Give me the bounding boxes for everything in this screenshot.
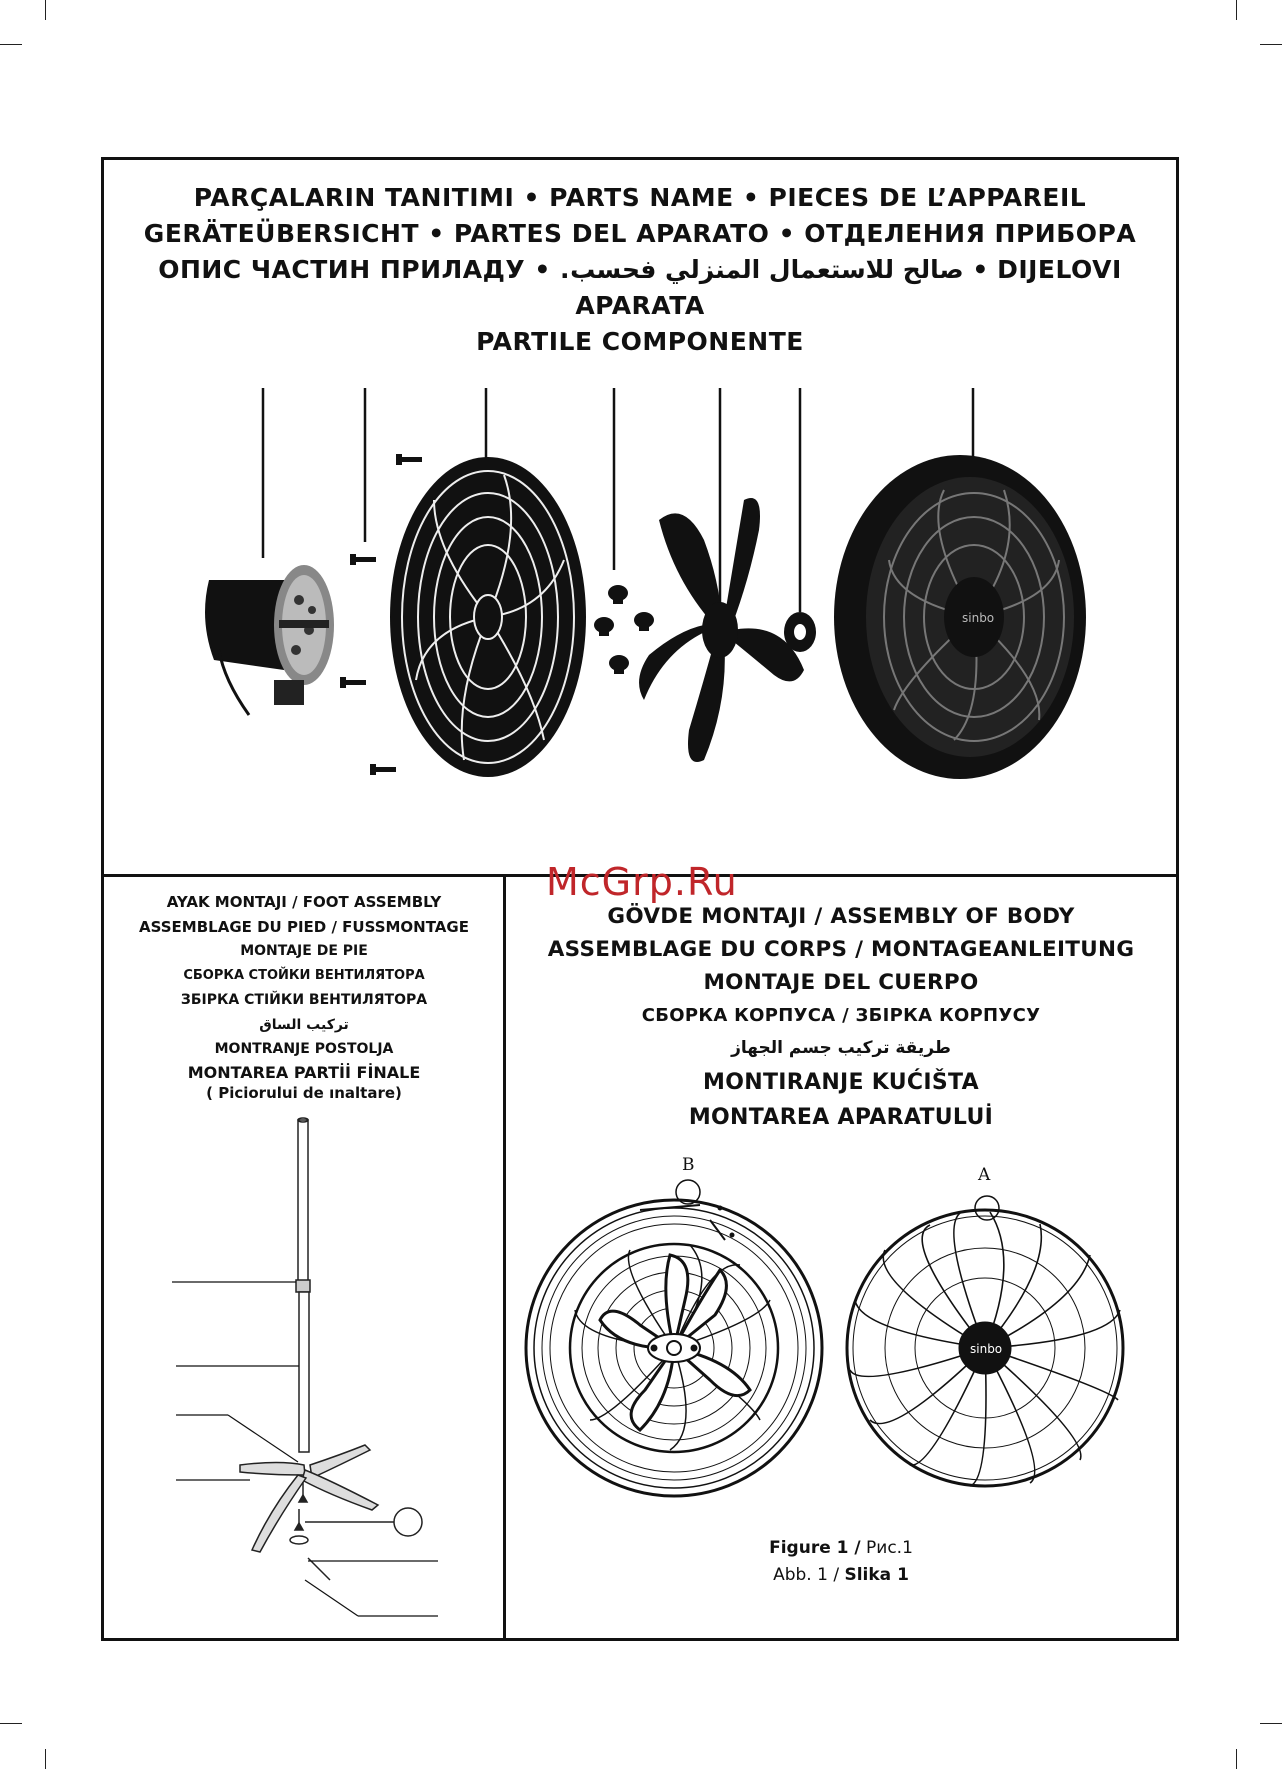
fan-blade (639, 498, 804, 762)
caption-figure: Figure 1 / (769, 1538, 861, 1558)
crop-mark (45, 1749, 46, 1769)
caption-abb: Abb. 1 / (773, 1565, 840, 1585)
drawing-brand: sinbo (970, 1342, 1003, 1356)
heading-line: СБОРКА СТОЙКИ ВЕНТИЛЯТОРА (183, 967, 425, 983)
body-assembly-diagram (520, 1150, 1160, 1530)
label-b: B (682, 1155, 695, 1175)
crop-mark (45, 0, 46, 20)
grille-brand: sinbo (962, 611, 995, 625)
heading-line: MONTAREA PARTİİ FİNALE (187, 1062, 421, 1082)
caption-line-1 (506, 1535, 1176, 1562)
parts-name-heading (104, 180, 1176, 360)
heading-line: ЗБІРКА СТІЙКИ ВЕНТИЛЯТОРА (180, 992, 428, 1008)
nuts (594, 585, 654, 674)
rear-housing (526, 1155, 822, 1496)
heading-line: تركيب الساق (259, 1016, 349, 1033)
heading-line: MONTAJE DE PIE (240, 943, 368, 959)
crop-mark (0, 1723, 22, 1724)
caption-line-2 (506, 1562, 1176, 1589)
front-grille-drawing (847, 1165, 1123, 1486)
crop-mark (1260, 44, 1282, 45)
heading-line: MONTAJE DEL CUERPO (703, 970, 979, 995)
heading-line: ОПИС ЧАСТИН ПРИЛАДУ • .صالح للاستعمال المنزلي فحسب • DIJELOVI APARATA (158, 255, 1122, 320)
crop-mark (0, 44, 22, 45)
rear-guard (390, 457, 586, 777)
heading-line: GERÄTEÜBERSICHT • PARTES DEL APARATO • ОТДЕЛЕНИЯ ПРИБОРА (143, 219, 1137, 248)
crop-mark (1260, 1723, 1282, 1724)
crop-mark (1236, 0, 1237, 20)
body-assembly-heading (506, 900, 1176, 1135)
heading-line: AYAK MONTAJI / FOOT ASSEMBLY (166, 893, 442, 911)
heading-line: MONTAREA APARATULUİ (688, 1105, 994, 1130)
heading-line: GÖVDE MONTAJI / ASSEMBLY OF BODY (607, 904, 1075, 929)
motor-unit (205, 565, 334, 715)
heading-line: ( Piciorului de ınaltare) (206, 1083, 402, 1102)
foot-assembly-heading (104, 890, 504, 1102)
heading-line: ASSEMBLAGE DU PIED / FUSSMONTAGE (139, 917, 469, 936)
stand-diagram (160, 1110, 460, 1630)
crop-mark (1236, 1749, 1237, 1769)
caption-slika: Slika 1 (844, 1565, 909, 1585)
heading-line: طريقة تركيب جسم الجهاز (731, 1038, 951, 1058)
label-a: A (978, 1165, 991, 1185)
heading-line: MONTRANJE POSTOLJA (214, 1041, 394, 1057)
heading-line: ASSEMBLAGE DU CORPS / MONTAGEANLEITUNG (547, 937, 1135, 962)
parts-exploded-view (104, 380, 1174, 820)
watermark: McGrp.Ru (546, 860, 738, 904)
figure-caption (506, 1535, 1176, 1589)
heading-line: СБОРКА КОРПУСА / ЗБІРКА КОРПУСУ (641, 1005, 1041, 1026)
heading-line: MONTIRANJE KUĆIŠTA (703, 1070, 979, 1095)
heading-line: PARÇALARIN TANITIMI • PARTS NAME • PIECES DE L’APPAREIL (193, 183, 1087, 212)
heading-line: PARTILE COMPONENTE (476, 327, 804, 356)
caption-ru: Рис.1 (866, 1538, 913, 1558)
spinner-nut (784, 612, 816, 652)
front-grille (834, 455, 1086, 779)
